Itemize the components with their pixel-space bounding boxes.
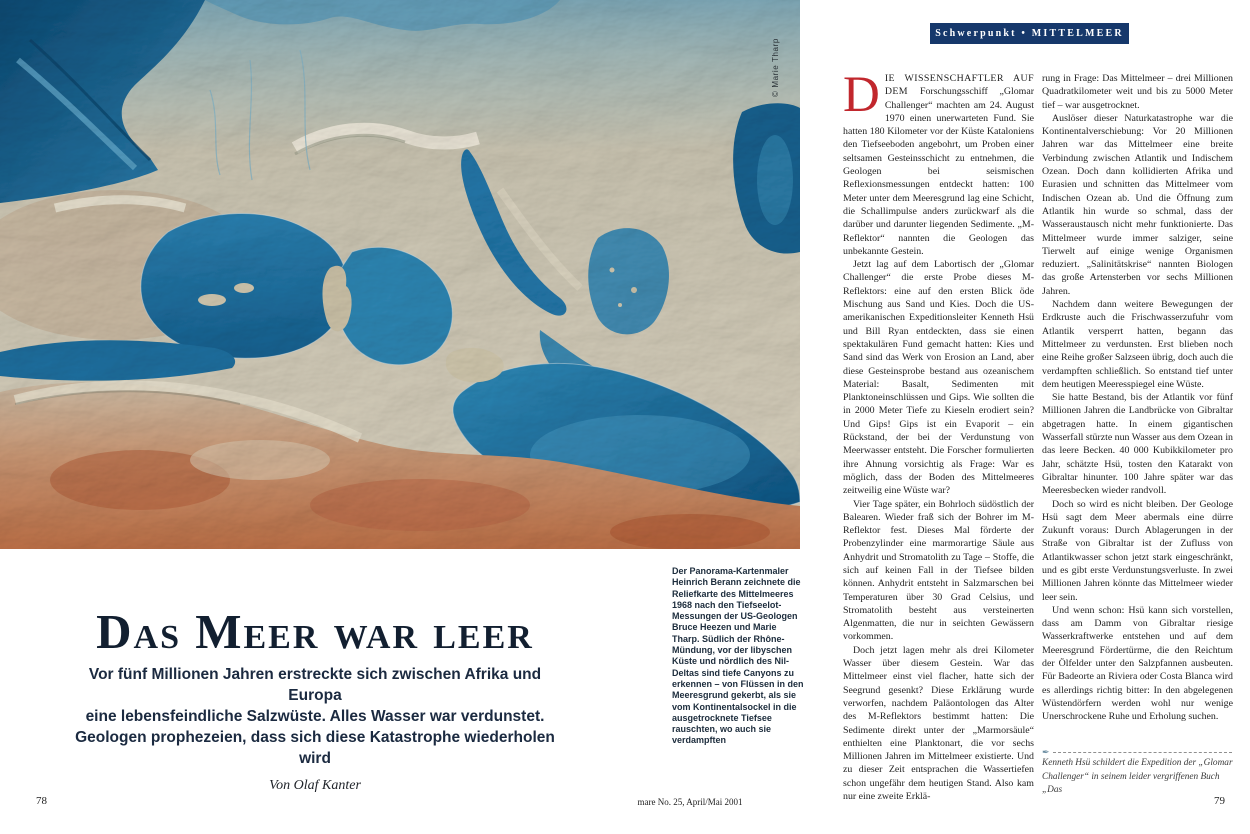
balearic-islands — [198, 294, 226, 306]
page-number-right: 79 — [1214, 795, 1225, 807]
paragraph: rung in Frage: Das Mittelmeer – drei Millionen Quadratkilometer weit und bis zu 5000 Meter tief – war ausgetrocknet. — [1042, 73, 1233, 111]
relief-map-art — [0, 0, 800, 549]
mediterranean-relief-map — [0, 0, 800, 549]
footnote-separator — [1042, 748, 1232, 757]
title-block — [66, 606, 564, 794]
issue-line: mare No. 25, April/Mai 2001 — [637, 797, 743, 807]
paragraph: Doch jetzt lagen mehr als drei Kilometer Wasser über diesem Gestein. War das Mittelmeer einst viel flacher, hatte sich der Seegrund gesenkt? Diese Erklärung wurde verworfen, nachdem Paläontologen das Alter des M-Reflektors bestimmt hatten: Die Sedimente direkt unter der „Marmorsäule“ enthielten eine Planktonart, die vor sechs Millionen Jahren im Mittelmeer existierte. Und zu dieser Zeit entsprachen die Wassertiefen schon ungefähr dem heutigen Stand. Also kam nur eine zweite Erklä- — [843, 644, 1034, 802]
section-badge: Schwerpunkt • MITTELMEER — [930, 23, 1129, 44]
aegean-island — [631, 287, 637, 293]
lead-caps: IE WISSENSCHAFTLER AUF DEM — [884, 73, 1034, 98]
dashed-rule — [1053, 752, 1232, 753]
balearic-island — [234, 283, 254, 293]
photo-credit: © Marie Tharp — [771, 38, 780, 97]
subtitle-line: Geologen prophezeien, dass sich diese Katastrophe wiederholen wird — [75, 729, 555, 767]
article-column-2 — [1042, 72, 1233, 802]
aegean-island — [618, 303, 622, 307]
paragraph: Doch so wird es nicht bleiben. Der Geologe Hsü sagt dem Meer abermals eine dürre Zukunft voraus: Durch Ablagerungen in der Straße von Gibraltar ist der Zufluss von Atlantikwasser schon jetzt stark eingeschränkt, und es gibt erste Verdunstungsverluste. In zwei Millionen Jahren könnte das Mittelmeer wieder leer sein. — [1042, 498, 1233, 603]
page-number-left: 78 — [36, 795, 47, 807]
subtitle-line: eine lebensfeindliche Salzwüste. Alles Wasser war verdunstet. — [85, 708, 545, 725]
paragraph: Sie hatte Bestand, bis der Atlantik vor fünf Millionen Jahren die Landbrücke von Gibraltar abgetragen hatte. In einem gigantischen Wasserfall stürzte nun Wasser aus dem Ozean in das leere Becken. 40 000 Kubikkilometer pro Jahr, schätzte Hsü, tosten den Katarakt von Gibraltar hinunter. 100 Jahre später war das Meeresbecken wieder randvoll. — [1042, 392, 1233, 497]
subtitle-line: Vor fünf Millionen Jahren erstreckte sich zwischen Afrika und Europa — [88, 666, 542, 704]
footnote: Kenneth Hsü schildert die Expedition der „Glomar Challenger“ in seinem leider vergriffenen Buch „Das — [1042, 758, 1233, 795]
paragraph: Auslöser dieser Naturkatastrophe war die Kontinentalverschiebung: Vor 20 Millionen Jahren war das Mittelmeer eine breite Verbindung zwischen Atlantik und Indischem Ozean. Doch dann kollidierten Afrika und Eurasien und schnitten das Mittelmeer vom Indischen Ozean ab. Und die Öffnung zum Atlantik hin wurde so schmal, dass der Wasseraustausch nicht mehr funktionierte. Das Mittelmeer wurde immer salziger, seine Tierwelt auf einige wenige Organismen reduziert. „Salinitätskrise“ nannten Biologen das große Artensterben vor sechs Millionen Jahren. — [1042, 112, 1233, 297]
drop-cap: D — [843, 72, 880, 123]
desert-highlight — [190, 440, 330, 480]
sahara-patch — [610, 514, 770, 549]
paragraph: Nachdem dann weitere Bewegungen der Erdkruste auch die Frischwasserzufuhr vom Atlantik versperrt hatten, begann das Mittelmeer zu verdunsten. Erst blieben noch eine Reihe großer Salzseen übrig, doch auch die verdampften schließlich. So entstand tief unter dem heutigen Meeresspiegel eine Wüste. — [1042, 299, 1233, 390]
paragraph: Vier Tage später, ein Bohrloch südöstlich der Balearen. Wieder fraß sich der Bohrer im M-Reflektor fest. Dieses Mal förderte der Probenzylinder eine marmorartige Säule aus Anhydrit und Stromatolith zu Tage – Stoffe, die sich auf keinen Fall in der Tiefsee bilden können. Anhydrit entsteht in Salzmarschen bei Temperaturen über 30 Grad Celsius, und Stromatolith besteht aus versteinerten Algenmatten, die nur in seichten Gewässern vorkommen. — [843, 498, 1034, 643]
sahara-patch — [310, 479, 530, 531]
aegean-island — [610, 268, 615, 273]
map-caption: Der Panorama-Kartenmaler Heinrich Berann zeichnete die Reliefkarte des Mittelmeeres 1968 nach den Tiefseelot-Messungen der US-Geologen Bruce Heezen und Marie Tharp. Südlich der Rhône-Mündung, vor der libyschen Küste und nördlich des Nil-Deltas sind tiefe Canyons zu erkennen – von Flüssen in den Meeresgrund gekerbt, als sie vom Kontinentalsockel in die ausgetrocknete Tiefsee rauschten, wo auch sie verdampften — [672, 566, 804, 746]
article-column-1 — [843, 72, 1034, 802]
article-title: Das Meer war leer — [96, 604, 534, 659]
byline: Von Olaf Kanter — [269, 778, 361, 793]
paragraph: Und wenn schon: Hsü kann sich vorstellen, dass am Damm von Gibraltar riesige Wasserkraftwerke entstehen und auf dem Meeresgrund Fördertürme, die den Reichtum der Ölfelder unter den Salzpfannen ausbeuten. Für Badeorte an Riviera oder Costa Blanca wird es allerdings richtig bitter: In den abgelegenen Wüstendörfern werden wohl nur wenige Unerschrockene Ruhe und Erholung suchen. — [1042, 604, 1233, 723]
paragraph: Jetzt lag auf dem Labortisch der „Glomar Challenger“ die erste Probe dieses M-Reflektors: eine auf den ersten Blick öde Mischung aus Sand und Kies. Doch die US-amerikanischen Expeditionsleiter Kenneth Hsü und Bill Ryan entdeckten, dass sie einen spektakulären Fund gemacht hatten: Kies und Sand sind das Werk von Erosion an Land, aber diese Gesteinsprobe bestand aus ozeanischem Material: Basalt, Sedimenten mit Planktoneinschlüssen und Gips. Wie sollten die in 2000 Meter Tiefe zu Kieseln erodiert sein? Und Gips! Gips ist ein Evaporit – ein Rückstand, der bei der Verdunstung von Meerwasser entsteht. Die Forscher formulierten ihre Ahnung vorsichtig als Frage: War es möglich, dass der Boden des Mittelmeeres zeitweilig eine Wüste war? — [843, 259, 1034, 497]
paragraph: Forschungsschiff „Glomar Challenger“ machten am 24. August 1970 einen unerwarteten Fund. Sie hatten 180 Kilometer vor der Küste Kataloniens den Tiefseeboden angebohrt, um Proben einer seltsamen Gesteinsschicht zu entnehmen, die Geologen bei seismischen Reflexionsmessungen entdeckt hatten: 100 Meter unter dem Meeresgrund lag eine Schicht, die Schallimpulse anders zurückwarf als die darüber und darunter liegenden Sedimente. „M-Reflektor“ nannten die Geologen das unbekannte Gestein. — [843, 86, 1034, 257]
black-sea-shallows — [757, 135, 793, 225]
pen-icon: ✒ — [1042, 747, 1050, 757]
article-subtitle — [66, 664, 564, 769]
